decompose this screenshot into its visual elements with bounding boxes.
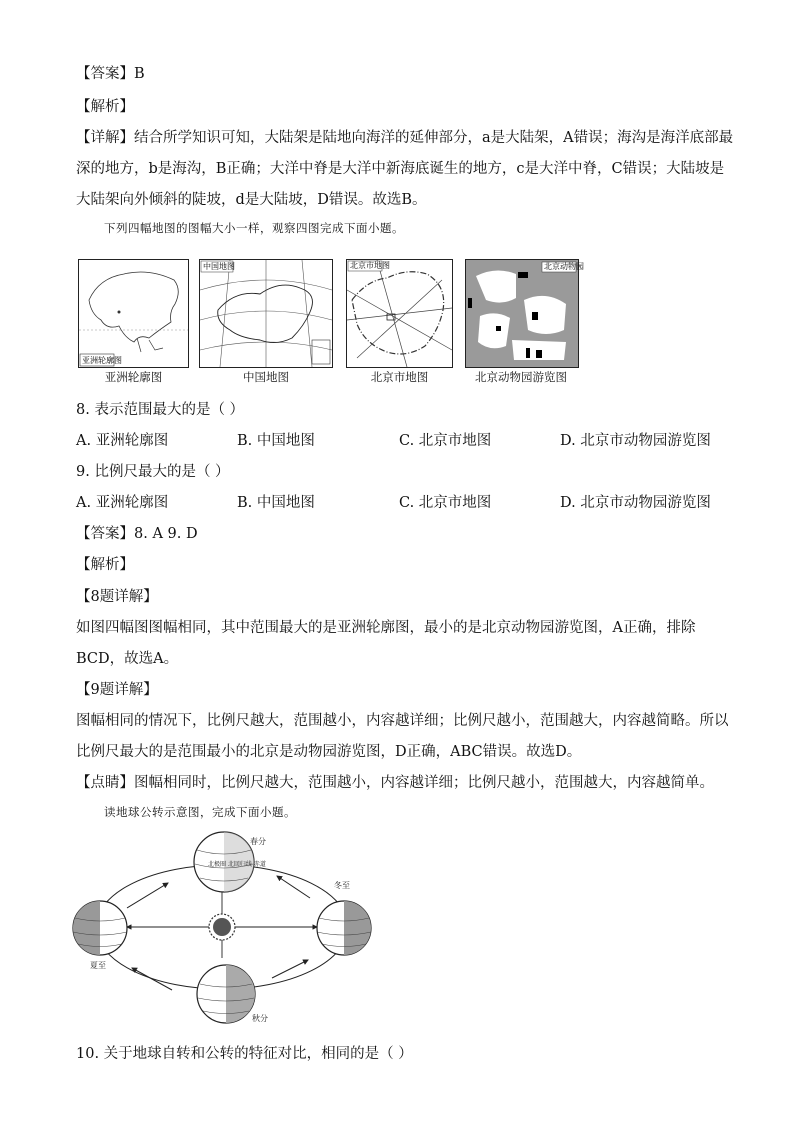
option-a[interactable]: A. 亚洲轮廓图 xyxy=(76,495,169,511)
q9-detail-text: 图幅相同的情况下，比例尺越大，范围越小，内容越详细；比例尺越小，范围越大，内容越简略。所以 xyxy=(76,713,729,729)
label-spring: 春分 xyxy=(250,837,266,846)
maps-intro: 下列四幅地图的图幅大小一样，观察四图完成下面小题。 xyxy=(104,221,404,235)
asia-outline-map xyxy=(78,259,189,368)
beijing-map-inner-label: 北京市地图 xyxy=(350,261,390,270)
globe-winter-solstice xyxy=(317,901,371,955)
china-map xyxy=(199,259,333,368)
option-d[interactable]: D. 北京市动物园游览图 xyxy=(560,433,711,449)
option-a[interactable]: A. 亚洲轮廓图 xyxy=(76,433,169,449)
q8-detail-text: 如图四幅图图幅相同，其中范围最大的是亚洲轮廓图，最小的是北京动物园游览图，A正确，排除 xyxy=(76,620,696,636)
label-summer: 夏至 xyxy=(90,961,106,970)
question-9-stem: 9. 比例尺最大的是（ ） xyxy=(76,464,230,480)
map-caption-zoo: 北京动物园游览图 xyxy=(475,370,567,384)
map-caption-asia: 亚洲轮廓图 xyxy=(104,370,163,384)
analysis-label: 【解析】 xyxy=(76,99,134,115)
q8-detail-label: 【8题详解】 xyxy=(76,589,158,605)
detail-text: 【详解】结合所学知识可知，大陆架是陆地向海洋的延伸部分，a是大陆架，A错误；海沟是海洋底部最 xyxy=(76,130,734,146)
answer-line: 【答案】8. A 9. D xyxy=(76,526,198,542)
detail-text: 深的地方，b是海沟，B正确；大洋中脊是大洋中新海底诞生的地方，c是大洋中脊，C错误；大陆坡是 xyxy=(76,161,725,177)
q9-detail-label: 【9题详解】 xyxy=(76,682,158,698)
tip-text: 【点睛】图幅相同时，比例尺越大，范围越小，内容越详细；比例尺越小，范围越大，内容越简单。 xyxy=(76,775,714,791)
analysis-label: 【解析】 xyxy=(76,557,134,573)
zoo-map-inner-label: 北京动物园 xyxy=(544,262,584,271)
beijing-city-map xyxy=(346,259,453,368)
globe-autumn-equinox xyxy=(197,965,255,1023)
asia-map-inner-label: 亚洲轮廓图 xyxy=(82,356,122,365)
label-autumn: 秋分 xyxy=(252,1014,268,1023)
option-b[interactable]: B. 中国地图 xyxy=(237,433,315,449)
option-b[interactable]: B. 中国地图 xyxy=(237,495,315,511)
orbit-intro: 读地球公转示意图，完成下面小题。 xyxy=(104,805,296,819)
map-caption-beijing: 北京市地图 xyxy=(370,370,429,384)
q9-detail-text: 比例尺最大的是范围最小的北京是动物园游览图，D正确，ABC错误。故选D。 xyxy=(76,744,582,760)
option-c[interactable]: C. 北京市地图 xyxy=(399,495,492,511)
detail-text: 大陆架向外倾斜的陡坡，d是大陆坡，D错误。故选B。 xyxy=(76,192,427,208)
globe-text: 北极圈 北回归线 赤道 xyxy=(208,861,266,868)
question-10-stem: 10. 关于地球自转和公转的特征对比，相同的是（ ） xyxy=(76,1046,413,1062)
china-map-inner-label: 中国地图 xyxy=(203,262,235,271)
option-d[interactable]: D. 北京市动物园游览图 xyxy=(560,495,711,511)
answer-line: 【答案】B xyxy=(76,66,145,82)
globe-summer-solstice xyxy=(73,901,127,955)
earth-orbit-diagram xyxy=(72,828,376,1028)
option-c[interactable]: C. 北京市地图 xyxy=(399,433,492,449)
label-winter: 冬至 xyxy=(334,881,350,890)
question-8-stem: 8. 表示范围最大的是（ ） xyxy=(76,402,245,418)
q8-detail-text: BCD，故选A。 xyxy=(76,651,179,667)
map-caption-china: 中国地图 xyxy=(243,370,289,384)
beijing-zoo-map xyxy=(465,259,584,368)
sun-icon xyxy=(209,914,235,940)
